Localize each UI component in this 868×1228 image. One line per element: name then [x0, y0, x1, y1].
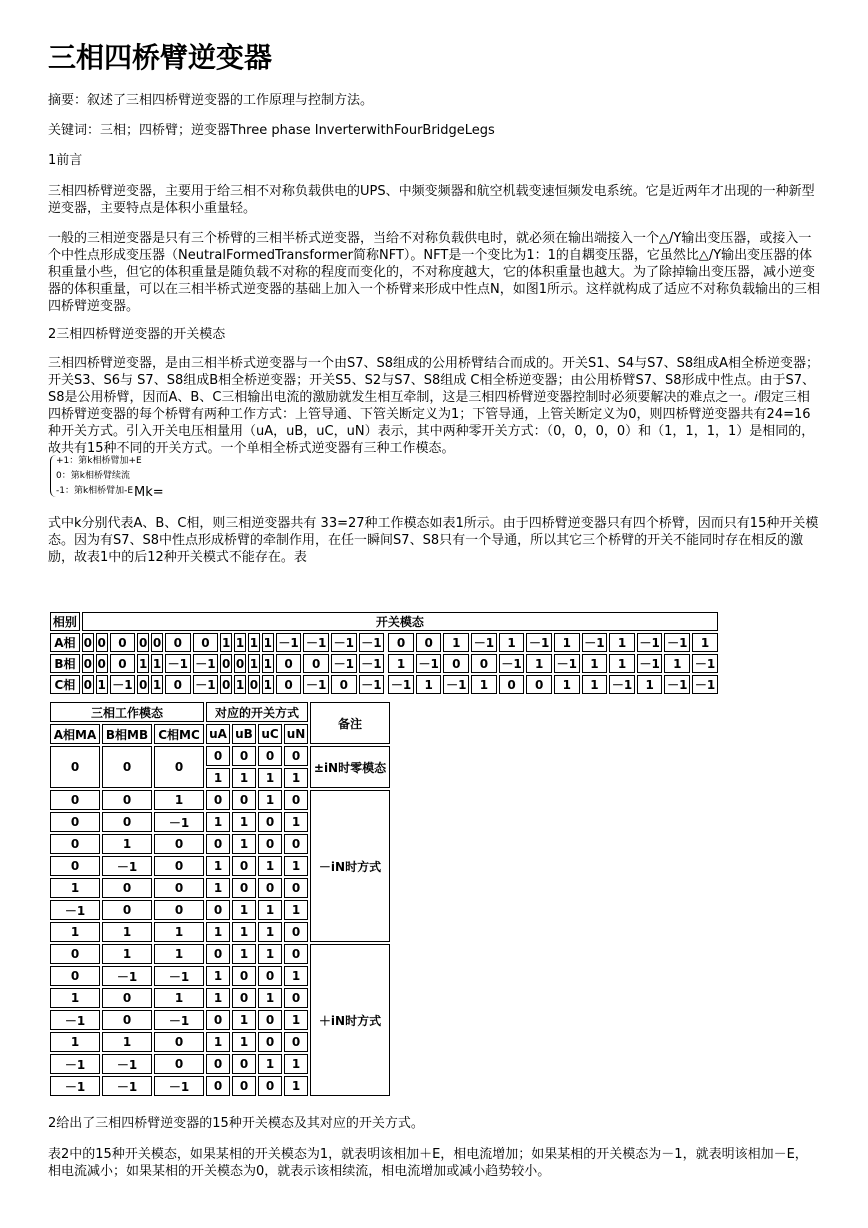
formula-line-3: -1：第k相桥臂加-E [56, 486, 134, 496]
switch-cell: 0 [232, 790, 256, 810]
switch-cell: 1 [206, 768, 230, 788]
table-cell: －1 [692, 654, 718, 673]
formula-line-2: 0：第k相桥臂续流 [56, 471, 130, 481]
intro-paragraph: 三相四桥臂逆变器，主要用于给三相不对称负载供电的UPS、中频变频器和航空机载变速恒频发电系统。它是近两年才出现的一种新型逆变器，主要特点是体积小重量轻。 [48, 184, 815, 216]
switch-cell: 0 [232, 988, 256, 1008]
mode-cell: －1 [50, 1010, 100, 1030]
switch-cell: 0 [206, 790, 230, 810]
table-cell: 0 [331, 675, 357, 694]
table-cell: －1 [331, 654, 357, 673]
table-cell: －1 [331, 633, 357, 652]
switch-cell: 1 [284, 768, 308, 788]
table-cell: －1 [582, 633, 608, 652]
row-phase-label: C相 [50, 675, 80, 694]
mode-cell: 1 [154, 790, 204, 810]
table-four-leg-modes [48, 700, 392, 1098]
switch-cell: 1 [232, 812, 256, 832]
note-cell: ＋iN时方式 [310, 944, 390, 1096]
mode-cell: 0 [50, 966, 100, 986]
table-cell: 1 [471, 675, 497, 694]
switch-cell: 1 [206, 878, 230, 898]
table-cell: 0 [165, 633, 191, 652]
switch-cell: 0 [232, 1054, 256, 1074]
table-cell: 1 [443, 633, 469, 652]
mode-cell: 0 [154, 1054, 204, 1074]
table-cell: 1 [151, 675, 163, 694]
mode-cell: －1 [50, 1054, 100, 1074]
note-cell: －iN时方式 [310, 790, 390, 942]
mode-cell: －1 [154, 812, 204, 832]
switch-cell: 1 [258, 944, 282, 964]
table-cell: －1 [416, 654, 442, 673]
table-cell: －1 [609, 675, 635, 694]
body-paragraph-5: 2给出了三相四桥臂逆变器的15种开关模态及其对应的开关方式。 [48, 1116, 424, 1131]
body-paragraph-3: 三相四桥臂逆变器，是由三相半桥式逆变器与一个由S7、S8组成的公用桥臂结合而成的。开关S1、S4与S7、S8组成A相全桥逆变器；开关S3、S6与 S7、S8组成B相全桥逆变器；开关S5、S2与S7、S8组成 C相全桥逆变器；由公用桥臂S7、S8形成中性点。由于S7、S8是公用桥臂，因而A、B、C三相输出电流的激励就发生相互牵制，这是三相四桥臂逆变器控制时必须要解决的难点之一。𝑖假定三相四桥臂逆变器的每个桥臂有两种工作方式：上管导通、下管关断定义为1；下管导通，上管关断定义为0，则四桥臂逆变器共有24=16种开关方式。引入开关电压相量用（uA，uB，uC，uN）表示，其中两种零开关方式：（0，0，0，0）和（1，1，1，1）是相同的，故共有15种不同的开关方式。一个单相全桥式逆变器有三种工作模态。 [48, 356, 820, 456]
header-three-phase-modes: 三相工作模态 [50, 702, 204, 722]
mode-cell: 0 [154, 900, 204, 920]
table-cell: 0 [443, 654, 469, 673]
table-cell: 1 [582, 675, 608, 694]
table-cell: 1 [609, 633, 635, 652]
switch-cell: 0 [206, 746, 230, 766]
table-cell: 0 [96, 654, 108, 673]
mode-cell: 1 [50, 1032, 100, 1052]
mode-cell: －1 [102, 1076, 152, 1096]
note-cell: ±iN时零模态 [310, 746, 390, 788]
mode-cell: 0 [102, 900, 152, 920]
section-heading-2: 2三相四桥臂逆变器的开关模态 [48, 327, 226, 342]
table-row [50, 675, 718, 694]
mode-cell: 1 [154, 922, 204, 942]
body-paragraph-4: 式中k分别代表A、B、C相，则三相逆变器共有 33=27种工作模态如表1所示。由于四桥臂逆变器只有四个桥臂，因而只有15种开关模态。因为有S7、S8中性点形成桥臂的牵制作用，在任一瞬间S7、S8只有一个导通，所以其它三个桥臂的开关不能同时存在相反的激励，故表1中的后12种开关模式不能存在。表 [48, 516, 819, 565]
switch-cell: 1 [232, 900, 256, 920]
body-paragraph-6: 表2中的15种开关模态，如果某相的开关模态为1，就表明该相加＋E，相电流增加；如果某相的开关模态为－1，就表明该相加－E，相电流减小；如果某相的开关模态为0，就表示该相续流，相电流增加或减小趋势较小。 [48, 1147, 808, 1179]
table-cell: －1 [359, 633, 385, 652]
switch-cell: 0 [258, 1032, 282, 1052]
table-row [50, 746, 390, 766]
table-cell: 1 [554, 675, 580, 694]
row-phase-label: B相 [50, 654, 80, 673]
table-row [50, 944, 390, 964]
switch-cell: 0 [232, 856, 256, 876]
mode-cell: 0 [102, 746, 152, 788]
switch-cell: 0 [258, 878, 282, 898]
switch-cell: 0 [284, 944, 308, 964]
switch-cell: 0 [284, 878, 308, 898]
table-cell: －1 [526, 633, 552, 652]
header-switch-modes: 开关模态 [82, 612, 718, 631]
table-cell: 1 [234, 633, 246, 652]
table-cell: 0 [499, 675, 525, 694]
switch-cell: 1 [206, 966, 230, 986]
table-cell: －1 [637, 633, 663, 652]
switch-cell: 1 [232, 944, 256, 964]
mode-cell: 0 [50, 790, 100, 810]
table-cell: 1 [96, 675, 108, 694]
switch-cell: 0 [206, 834, 230, 854]
column-header: uC [258, 724, 282, 744]
table-cell: 0 [82, 633, 94, 652]
mode-cell: 1 [50, 988, 100, 1008]
switch-cell: 1 [258, 856, 282, 876]
table-cell: －1 [359, 675, 385, 694]
mode-cell: 0 [154, 878, 204, 898]
switch-cell: 0 [258, 834, 282, 854]
table-cell: －1 [471, 633, 497, 652]
table-header-row [50, 612, 718, 631]
table-cell: －1 [193, 654, 219, 673]
switch-cell: 1 [284, 1010, 308, 1030]
mode-cell: 0 [50, 834, 100, 854]
mode-cell: 0 [50, 944, 100, 964]
table-cell: －1 [165, 654, 191, 673]
table-cell: －1 [637, 654, 663, 673]
switch-cell: 1 [284, 812, 308, 832]
switch-cell: 0 [284, 1032, 308, 1052]
mode-cell: 0 [154, 746, 204, 788]
table-cell: －1 [499, 654, 525, 673]
table-cell: 0 [96, 633, 108, 652]
table-cell: 0 [165, 675, 191, 694]
column-header: uA [206, 724, 230, 744]
table-cell: －1 [303, 675, 329, 694]
table-cell: 0 [276, 654, 302, 673]
column-header: C相MC [154, 724, 204, 744]
body-paragraph-2: 一般的三相逆变器是只有三个桥臂的三相半桥式逆变器，当给不对称负载供电时，就必须在输出端接入一个△/Y输出变压器，或接入一个中性点形成变压器（NeutralFormedTransformer简称NFT）。NFT是一个变比为1：1的自耦变压器，它虽然比△/Y输出变压器的体积重量小些，但它的体积重量是随负载不对称的程度而变化的，不对称度越大，它的体积重量也越大。为了除掉输出变压器，减小逆变器的体积重量，可以在三相半桥式逆变器的基础上加入一个桥臂来形成中性点N，如图1所示。这样就构成了适应不对称负载输出的三相四桥臂逆变器。 [48, 231, 820, 314]
switch-cell: 1 [206, 812, 230, 832]
table-cell: 1 [609, 654, 635, 673]
mode-cell: －1 [102, 966, 152, 986]
mode-cell: 1 [50, 922, 100, 942]
table-row [50, 633, 718, 652]
mode-cell: 0 [50, 746, 100, 788]
table-cell: 0 [248, 675, 260, 694]
table-cell: 1 [554, 633, 580, 652]
mode-cell: －1 [102, 856, 152, 876]
switch-cell: 1 [258, 790, 282, 810]
mode-cell: －1 [50, 900, 100, 920]
table-cell: 0 [137, 675, 149, 694]
table-cell: －1 [388, 675, 414, 694]
table-cell: －1 [664, 633, 690, 652]
table-cell: 0 [151, 633, 163, 652]
page-title: 三相四桥臂逆变器 [48, 41, 273, 74]
switch-cell: 0 [258, 966, 282, 986]
switch-cell: 0 [206, 1076, 230, 1096]
table-cell: 1 [637, 675, 663, 694]
table-cell: 1 [526, 654, 552, 673]
switch-cell: 1 [232, 768, 256, 788]
mode-cell: －1 [154, 966, 204, 986]
switch-cell: 0 [284, 790, 308, 810]
table-cell: 1 [499, 633, 525, 652]
switch-cell: 0 [284, 922, 308, 942]
switch-cell: 0 [206, 944, 230, 964]
mode-cell: －1 [50, 1076, 100, 1096]
formula-mk-label: Mk= [134, 485, 164, 500]
table-cell: 0 [234, 654, 246, 673]
table-cell: 1 [137, 654, 149, 673]
section-heading-1: 1前言 [48, 153, 83, 168]
switch-cell: 1 [206, 988, 230, 1008]
table-cell: 1 [388, 654, 414, 673]
table-cell: 1 [416, 675, 442, 694]
header-phase: 相别 [50, 612, 80, 631]
switch-cell: 1 [258, 922, 282, 942]
table-cell: 0 [110, 654, 136, 673]
column-header: A相MA [50, 724, 100, 744]
column-header: B相MB [102, 724, 152, 744]
switch-cell: 0 [284, 834, 308, 854]
table-cell: 0 [526, 675, 552, 694]
table-cell: 1 [262, 675, 274, 694]
table-cell: 0 [416, 633, 442, 652]
switch-cell: 1 [284, 1054, 308, 1074]
table-cell: 1 [692, 633, 718, 652]
table-cell: －1 [359, 654, 385, 673]
mode-cell: 0 [102, 790, 152, 810]
switch-cell: 1 [232, 922, 256, 942]
mode-cell: 1 [50, 878, 100, 898]
table-cell: －1 [443, 675, 469, 694]
table-cell: 1 [248, 633, 260, 652]
switch-cell: 0 [232, 878, 256, 898]
table-cell: 1 [262, 654, 274, 673]
mode-cell: 1 [102, 1032, 152, 1052]
switch-cell: 0 [232, 1076, 256, 1096]
mode-cell: －1 [102, 1054, 152, 1074]
switch-cell: 0 [258, 1076, 282, 1096]
switch-cell: 0 [206, 900, 230, 920]
table-cell: 0 [193, 633, 219, 652]
table-row [50, 790, 390, 810]
mode-cell: 0 [50, 812, 100, 832]
switch-cell: 1 [206, 922, 230, 942]
switch-cell: 1 [258, 900, 282, 920]
table-cell: －1 [303, 633, 329, 652]
switch-cell: 1 [232, 834, 256, 854]
table-header-row [50, 702, 390, 722]
mode-cell: 0 [154, 834, 204, 854]
mode-cell: 0 [102, 812, 152, 832]
table-cell: 1 [262, 633, 274, 652]
switch-cell: 0 [284, 988, 308, 1008]
switch-cell: 1 [258, 1054, 282, 1074]
formula-line-1: +1：第k相桥臂加+E [56, 456, 142, 466]
switch-cell: 1 [284, 966, 308, 986]
switch-cell: 0 [232, 746, 256, 766]
table-cell: 0 [276, 675, 302, 694]
mode-cell: 1 [154, 988, 204, 1008]
switch-cell: 1 [258, 988, 282, 1008]
mode-cell: 1 [102, 944, 152, 964]
column-header: uB [232, 724, 256, 744]
table-cell: －1 [554, 654, 580, 673]
switch-cell: 1 [284, 856, 308, 876]
header-note: 备注 [310, 702, 390, 744]
mode-cell: －1 [154, 1076, 204, 1096]
mode-cell: 0 [102, 878, 152, 898]
switch-cell: 1 [232, 1032, 256, 1052]
table-cell: 1 [664, 654, 690, 673]
table-cell: 1 [220, 633, 232, 652]
table-cell: 0 [220, 675, 232, 694]
switch-cell: 0 [206, 1010, 230, 1030]
mode-cell: 0 [50, 856, 100, 876]
switch-cell: 1 [232, 1010, 256, 1030]
switch-cell: 0 [284, 746, 308, 766]
switch-cell: 0 [258, 1010, 282, 1030]
mode-cell: 0 [102, 988, 152, 1008]
switch-cell: 0 [258, 812, 282, 832]
mode-cell: 0 [102, 1010, 152, 1030]
switch-cell: 1 [284, 1076, 308, 1096]
switch-cell: 1 [206, 856, 230, 876]
table-cell: －1 [193, 675, 219, 694]
table-cell: 1 [248, 654, 260, 673]
table-cell: 0 [220, 654, 232, 673]
table-cell: 0 [471, 654, 497, 673]
mode-cell: 1 [102, 834, 152, 854]
mode-cell: 0 [154, 1032, 204, 1052]
switch-cell: 1 [284, 900, 308, 920]
table-cell: 0 [82, 654, 94, 673]
table-switch-modes [48, 610, 720, 696]
header-switch-mode: 对应的开关方式 [206, 702, 308, 722]
row-phase-label: A相 [50, 633, 80, 652]
table-row [50, 654, 718, 673]
switch-cell: 0 [206, 1054, 230, 1074]
switch-cell: 1 [206, 1032, 230, 1052]
abstract-paragraph: 摘要：叙述了三相四桥臂逆变器的工作原理与控制方法。 [48, 93, 374, 108]
table-cell: 0 [137, 633, 149, 652]
table-cell: －1 [664, 675, 690, 694]
table-cell: 1 [151, 654, 163, 673]
table-cell: 0 [110, 633, 136, 652]
mode-cell: 1 [154, 944, 204, 964]
mode-cell: 0 [154, 856, 204, 876]
switch-cell: 0 [232, 966, 256, 986]
table-cell: 0 [82, 675, 94, 694]
table-cell: 0 [388, 633, 414, 652]
mode-cell: 1 [102, 922, 152, 942]
mk-formula [48, 455, 248, 500]
switch-cell: 0 [258, 746, 282, 766]
switch-cell: 1 [258, 768, 282, 788]
table-cell: －1 [276, 633, 302, 652]
table-cell: －1 [692, 675, 718, 694]
table-cell: 0 [303, 654, 329, 673]
table-cell: －1 [110, 675, 136, 694]
keywords-paragraph: 关键词：三相；四桥臂；逆变器Three phase InverterwithFourBridgeLegs [48, 123, 495, 138]
mode-cell: －1 [154, 1010, 204, 1030]
table-cell: 1 [234, 675, 246, 694]
table-cell: 1 [582, 654, 608, 673]
column-header: uN [284, 724, 308, 744]
